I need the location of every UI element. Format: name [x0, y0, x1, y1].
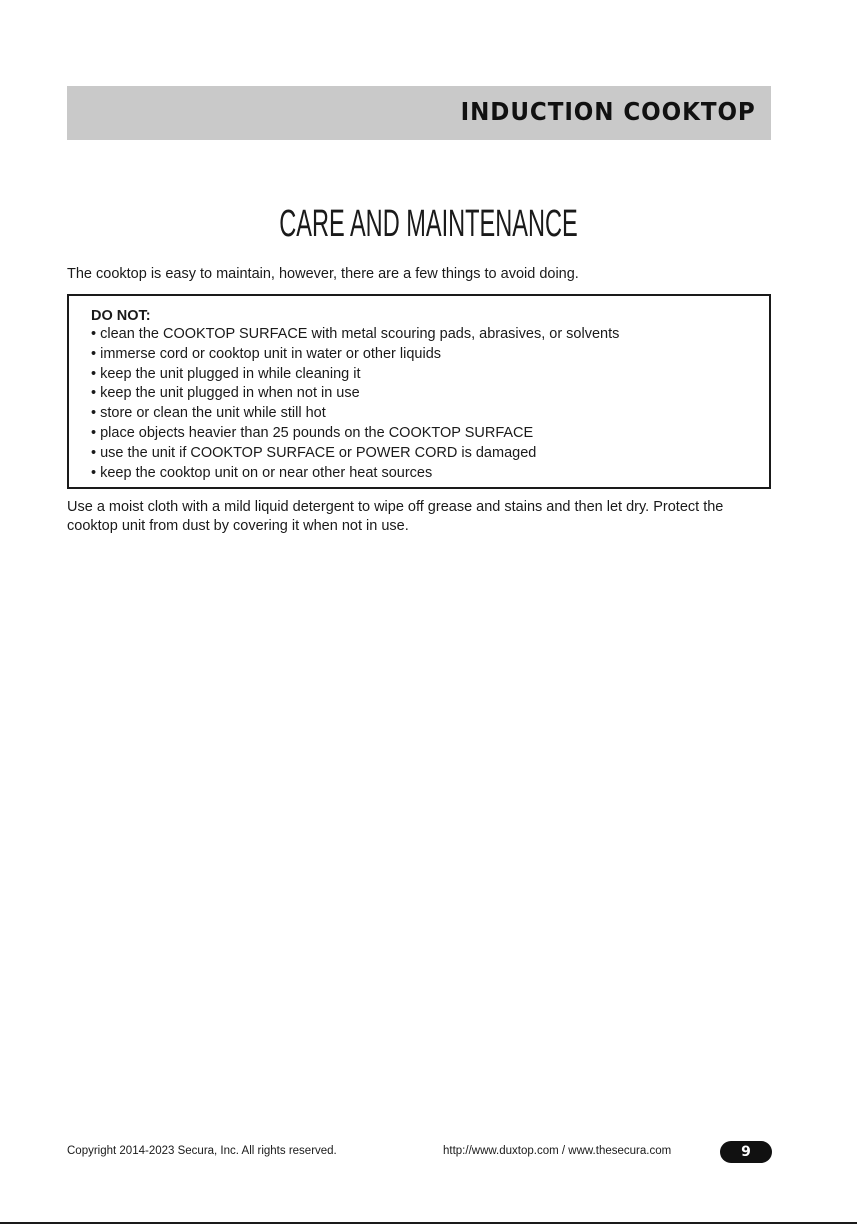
cleaning-instructions: Use a moist cloth with a mild liquid detergent to wipe off grease and stains and then let dry. Protect the cooktop unit from dust by covering it when not in use. — [67, 499, 724, 534]
do-not-list — [91, 325, 619, 483]
do-not-box — [67, 294, 771, 489]
header-title: INDUCTION COOKTOP — [460, 97, 756, 126]
footer-url: http://www.duxtop.com / www.thesecura.com — [443, 1145, 672, 1157]
list-item: • store or clean the unit while still hot — [91, 405, 326, 422]
list-item: • keep the cooktop unit on or near other heat sources — [91, 464, 433, 481]
bottom-rule — [0, 1222, 857, 1224]
list-item: • use the unit if COOKTOP SURFACE or POWER CORD is damaged — [91, 444, 537, 461]
list-item: • clean the COOKTOP SURFACE with metal scouring pads, abrasives, or solvents — [91, 326, 620, 342]
page-number-badge: 9 — [720, 1141, 772, 1163]
intro-text: The cooktop is easy to maintain, however, there are a few things to avoid doing. — [67, 266, 579, 282]
list-item: • keep the unit plugged in while cleaning it — [91, 365, 361, 382]
header-band — [67, 86, 771, 140]
do-not-heading: DO NOT: — [91, 308, 151, 324]
page-title: CARE AND MAINTENANCE — [279, 203, 578, 245]
list-item: • immerse cord or cooktop unit in water or other liquids — [91, 345, 442, 362]
footer-copyright: Copyright 2014-2023 Secura, Inc. All rights reserved. — [67, 1145, 337, 1157]
list-item: • place objects heavier than 25 pounds on the COOKTOP SURFACE — [91, 424, 534, 441]
list-item: • keep the unit plugged in when not in use — [91, 385, 360, 402]
